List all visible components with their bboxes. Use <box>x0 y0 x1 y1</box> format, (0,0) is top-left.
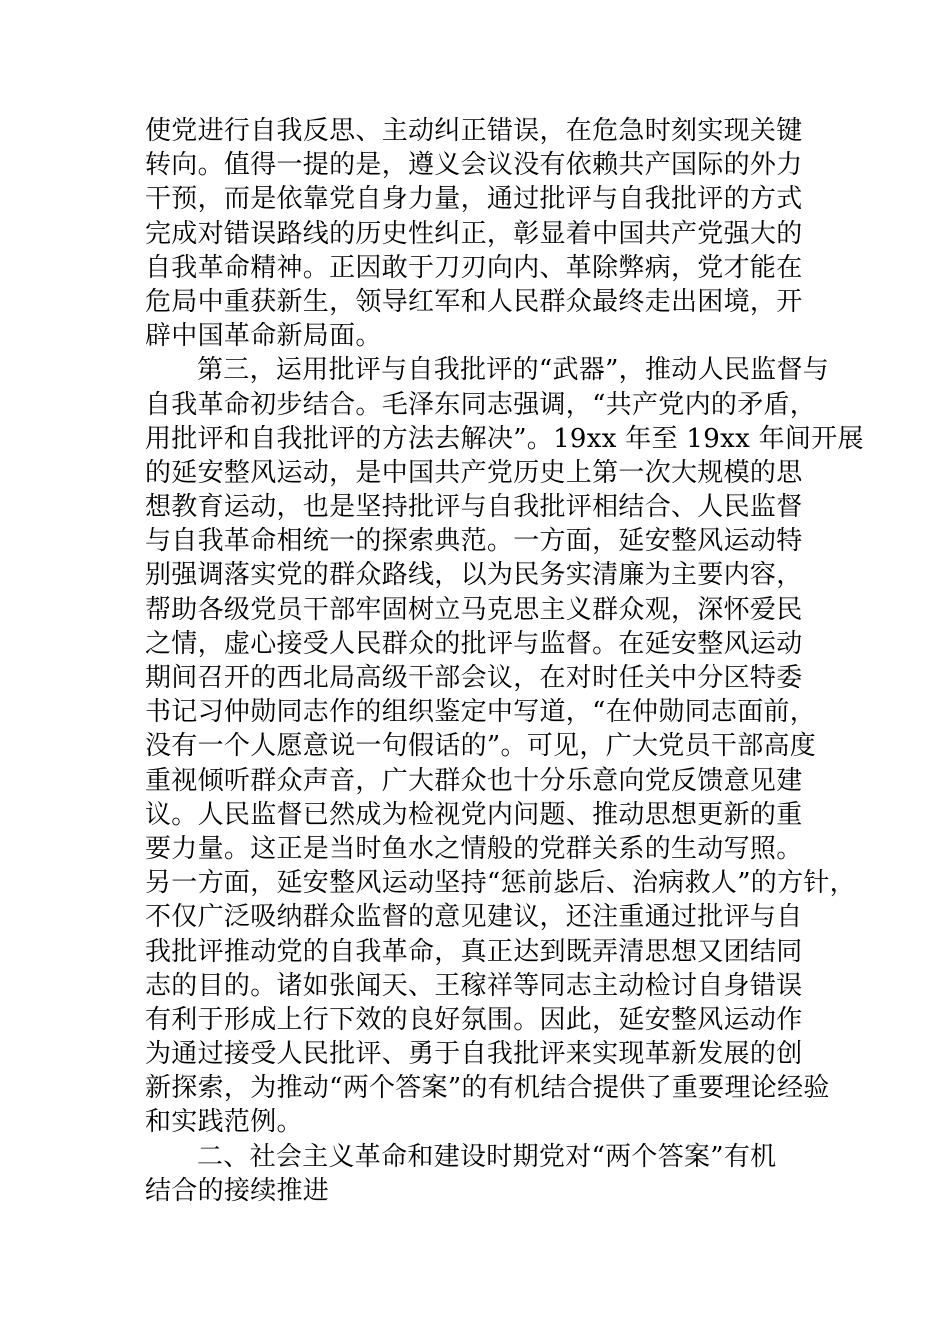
text-line: 帮助各级党员干部牢固树立马克思主义群众观，深怀爱民 <box>145 594 803 625</box>
text-line: 之情，虚心接受人民群众的批评与监督。在延安整风运动 <box>145 628 803 659</box>
text-line: 使党进行自我反思、主动纠正错误，在危急时刻实现关键 <box>145 116 803 146</box>
paragraph-start-line: 第三，运用批评与自我批评的“武器”，推动人民监督与 <box>197 355 830 386</box>
text-line: 想教育运动，也是坚持批评与自我批评相结合、人民监督 <box>145 492 803 523</box>
text-line: 有利于形成上行下效的良好氛围。因此，延安整风运动作 <box>145 1004 803 1035</box>
text-line: 书记习仲勋同志作的组织鉴定中写道，“在仲勋同志面前， <box>145 697 817 728</box>
text-line: 完成对错误路线的历史性纠正，彰显着中国共产党强大的 <box>145 218 803 249</box>
text-line: 期间召开的西北局高级干部会议，在对时任关中分区特委 <box>145 663 803 693</box>
section-heading-line: 结合的接续推进 <box>145 1175 330 1206</box>
text-line: 危局中重获新生，领导红军和人民群众最终走出困境，开 <box>145 286 803 317</box>
text-line: 和实践范例。 <box>145 1107 303 1138</box>
text-line: 重视倾听群众声音，广大群众也十分乐意向党反馈意见建 <box>145 765 803 796</box>
text-line: 与自我革命相统一的探索典范。一方面，延安整风运动特 <box>145 526 803 557</box>
text-line: 自我革命初步结合。毛泽东同志强调，“共产党内的矛盾， <box>145 389 817 420</box>
text-line: 没有一个人愿意说一句假话的”。可见，广大党员干部高度 <box>145 731 817 762</box>
text-line: 另一方面，延安整风运动坚持“惩前毖后、治病救人”的方针， <box>145 868 856 899</box>
text-line: 我批评推动党的自我革命，真正达到既弄清思想又团结同 <box>145 936 803 967</box>
text-line: 要力量。这正是当时鱼水之情般的党群关系的生动写照。 <box>145 833 803 864</box>
text-line: 辟中国革命新局面。 <box>145 321 382 352</box>
text-line: 别强调落实党的群众路线，以为民务实清廉为主要内容， <box>145 560 803 591</box>
text-line: 议。人民监督已然成为检视党内问题、推动思想更新的重 <box>145 799 803 830</box>
text-line: 自我革命精神。正因敢于刀刃向内、革除弊病，党才能在 <box>145 252 803 283</box>
text-line: 的延安整风运动，是中国共产党历史上第一次大规模的思 <box>145 457 803 488</box>
text-line: 志的目的。诸如张闻天、王稼祥等同志主动检讨自身错误 <box>145 970 803 1001</box>
text-line: 转向。值得一提的是，遵义会议没有依赖共产国际的外力 <box>145 150 803 181</box>
text-line: 干预，而是依靠党自身力量，通过批评与自我批评的方式 <box>145 184 803 215</box>
text-line: 为通过接受人民批评、勇于自我批评来实现革新发展的创 <box>145 1039 803 1070</box>
section-heading-line: 二、社会主义革命和建设时期党对“两个答案”有机 <box>197 1141 777 1172</box>
text-line: 不仅广泛吸纳群众监督的意见建议，还注重通过批评与自 <box>145 902 803 933</box>
text-line: 用批评和自我批评的方法去解决”。19xx 年至 19xx 年间开展 <box>145 423 864 454</box>
text-line: 新探索，为推动“两个答案”的有机结合提供了重要理论经验 <box>145 1073 830 1104</box>
body-text <box>145 114 864 1208</box>
